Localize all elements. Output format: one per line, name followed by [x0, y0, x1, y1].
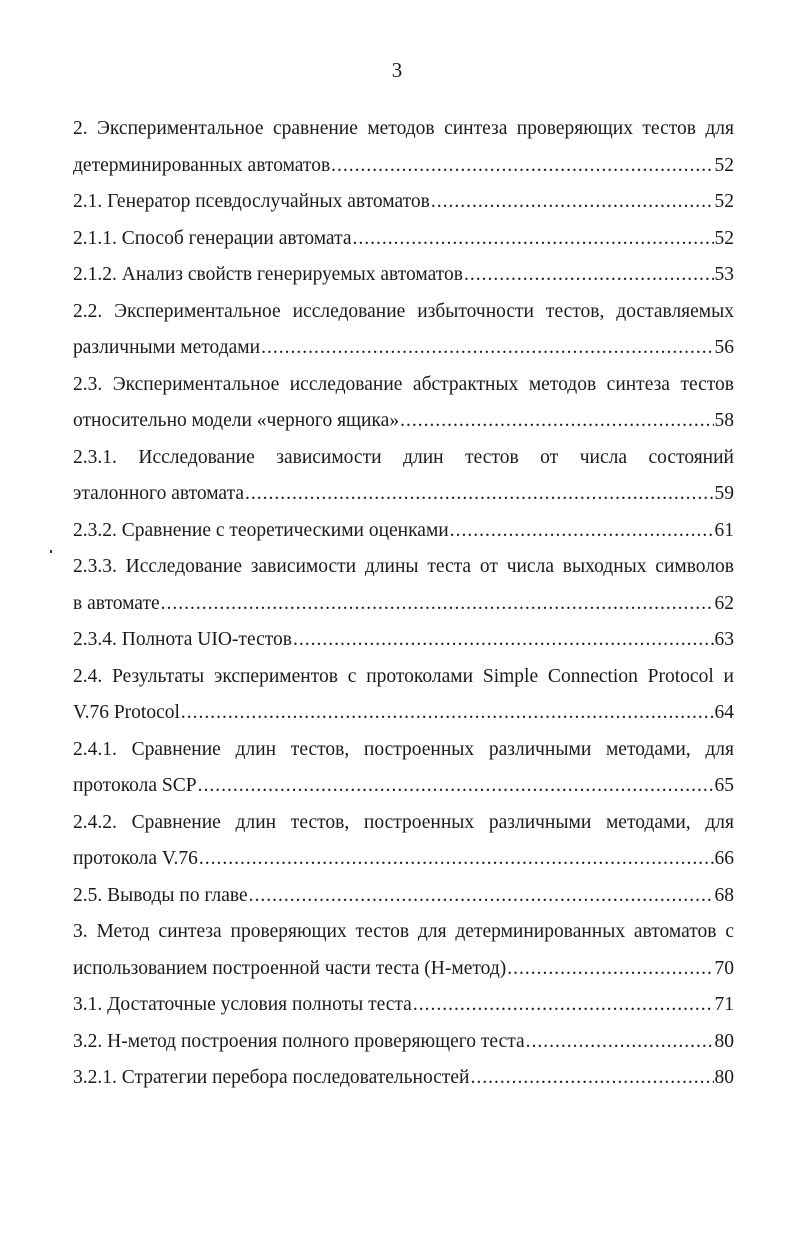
dot-leader: [249, 878, 714, 915]
dot-leader: [413, 987, 714, 1024]
toc-entry-title: 3.2. H-метод построения полного проверяющего теста: [73, 1030, 525, 1052]
toc-line: [73, 513, 734, 550]
toc-line: [73, 221, 734, 258]
toc-line: [73, 914, 734, 951]
toc-page-number: 80: [714, 1067, 734, 1088]
toc-line: [73, 148, 734, 185]
dot-leader: [464, 257, 714, 294]
toc-page-number: 63: [714, 629, 734, 650]
toc-page-number: 80: [714, 1030, 734, 1052]
toc-page-number: 52: [714, 227, 734, 249]
toc-entry-title: 2.3.3. Исследование зависимости длины теста от числа выходных символов: [73, 556, 734, 577]
scan-speck: [50, 550, 52, 553]
toc-entry-title: 3.2.1. Стратегии перебора последовательностей: [73, 1067, 470, 1088]
toc-line: [73, 476, 734, 513]
toc-line: [73, 111, 734, 148]
toc-page-number: 56: [714, 337, 734, 358]
dot-leader: [400, 403, 713, 440]
toc-entry-title: 2.1. Генератор псевдослучайных автоматов: [73, 191, 430, 212]
dot-leader: [293, 622, 714, 659]
toc-page-number: 52: [714, 154, 734, 176]
toc-entry-title: 2.4.1. Сравнение длин тестов, построенных различными методами, для: [73, 738, 734, 760]
toc-line: [73, 294, 734, 331]
toc-line: [73, 659, 734, 696]
toc-entry-title: протокола V.76: [73, 848, 198, 869]
toc-entry-title: эталонного автомата: [73, 483, 244, 504]
toc-entry-title: 2.1.2. Анализ свойств генерируемых автоматов: [73, 264, 463, 285]
toc-page-number: 61: [714, 519, 734, 541]
toc-entry-title: 2.3.1. Исследование зависимости длин тестов от числа состояний: [73, 446, 734, 468]
dot-leader: [450, 513, 714, 550]
dot-leader: [471, 1060, 714, 1097]
toc-line: [73, 622, 734, 659]
toc-page-number: 68: [714, 884, 734, 906]
toc-entry-title: 2.4.2. Сравнение длин тестов, построенных различными методами, для: [73, 811, 734, 833]
dot-leader: [181, 695, 714, 732]
toc-line: [73, 1024, 734, 1061]
toc-entry-title: детерминированных автоматов: [73, 154, 331, 176]
dot-leader: [198, 768, 714, 805]
toc-line: [73, 257, 734, 294]
dot-leader: [331, 148, 713, 185]
toc-entry-title: 2. Экспериментальное сравнение методов синтеза проверяющих тестов для: [73, 118, 734, 139]
toc-line: [73, 695, 734, 732]
toc-page-number: 62: [714, 592, 734, 614]
dot-leader: [526, 1024, 714, 1061]
toc-page-number: 70: [714, 957, 734, 979]
toc-page-number: 53: [714, 264, 734, 285]
toc-page-number: 64: [714, 702, 734, 723]
toc-line: [73, 440, 734, 477]
toc-entry-title: 2.3. Экспериментальное исследование абстрактных методов синтеза тестов: [73, 373, 734, 395]
dot-leader: [261, 330, 713, 367]
toc-entry-title: 3.1. Достаточные условия полноты теста: [73, 994, 412, 1015]
toc-page-number: 66: [714, 848, 734, 869]
toc-line: [73, 330, 734, 367]
toc-entry-title: 2.4. Результаты экспериментов с протоколами Simple Connection Protocol и: [73, 665, 734, 687]
toc-line: [73, 987, 734, 1024]
toc-line: [73, 951, 734, 988]
page-number: 3: [391, 58, 403, 82]
toc-line: [73, 586, 734, 623]
dot-leader: [507, 951, 713, 988]
toc-line: [73, 184, 734, 221]
dot-leader: [245, 476, 714, 513]
dot-leader: [431, 184, 714, 221]
toc-page-number: 65: [714, 775, 734, 796]
toc-page-number: 58: [714, 410, 734, 431]
toc-entry-title: различными методами: [73, 337, 261, 358]
toc-page-number: 59: [714, 483, 734, 504]
toc-entry-title: в автомате: [73, 592, 160, 614]
toc-entry-title: использованием построенной части теста (H-метод): [73, 957, 507, 979]
dot-leader: [199, 841, 714, 878]
toc-line: [73, 841, 734, 878]
toc-page-number: 71: [714, 994, 734, 1015]
dot-leader: [161, 586, 714, 623]
toc-entry-title: V.76 Protocol: [73, 702, 180, 723]
toc-line: [73, 732, 734, 769]
toc-entry-title: 2.2. Экспериментальное исследование избыточности тестов, доставляемых: [73, 300, 734, 322]
table-of-contents: [73, 111, 734, 1097]
toc-entry-title: 2.5. Выводы по главе: [73, 884, 248, 906]
toc-line: [73, 768, 734, 805]
toc-line: [73, 805, 734, 842]
toc-entry-title: относительно модели «черного ящика»: [73, 410, 400, 431]
toc-line: [73, 367, 734, 404]
toc-entry-title: 2.3.4. Полнота UIO-тестов: [73, 629, 292, 650]
toc-line: [73, 1060, 734, 1097]
toc-line: [73, 403, 734, 440]
toc-entry-title: 2.3.2. Сравнение с теоретическими оценками: [73, 519, 449, 541]
dot-leader: [353, 221, 714, 258]
toc-line: [73, 549, 734, 586]
toc-entry-title: 2.1.1. Способ генерации автомата: [73, 227, 352, 249]
toc-page-number: 52: [714, 191, 734, 212]
toc-entry-title: 3. Метод синтеза проверяющих тестов для детерминированных автоматов с: [73, 921, 734, 942]
toc-line: [73, 878, 734, 915]
toc-entry-title: протокола SCP: [73, 775, 197, 796]
